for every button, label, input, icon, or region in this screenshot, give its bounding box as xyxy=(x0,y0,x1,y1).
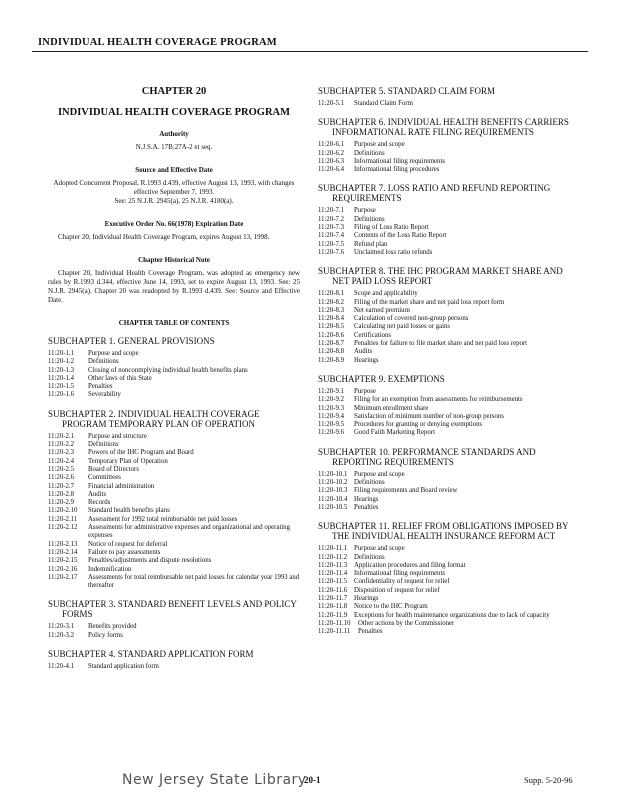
toc-entry xyxy=(48,358,300,366)
toc-entry xyxy=(48,541,300,549)
section-title: Notice of request for deferral xyxy=(88,540,168,548)
toc-entry xyxy=(48,483,300,491)
section-title: Penalties for failure to file market share and net paid loss report xyxy=(354,340,528,348)
section-title: Application procedures and filing format xyxy=(354,561,466,569)
section-title: Records xyxy=(88,499,111,507)
toc-entry xyxy=(318,166,576,174)
section-title: Definitions xyxy=(88,358,119,366)
section-number: 11:20-7.1 xyxy=(318,207,344,215)
toc-entry xyxy=(318,612,576,620)
section-number: 11:20-2.5 xyxy=(48,465,74,473)
section-number: 11:20-2.11 xyxy=(48,515,78,523)
toc-entry xyxy=(48,458,300,466)
subchapter-heading: SUBCHAPTER 6. INDIVIDUAL HEALTH BENEFITS CARRIERS INFORMATIONAL RATE FILING REQUIREMENTS xyxy=(318,117,569,138)
section-title: Exceptions for health maintenance organizations due to lack of capacity xyxy=(354,611,550,619)
toc-entry xyxy=(318,587,576,595)
section-number: 11:20-2.13 xyxy=(48,540,78,548)
section-title: Net earned premium xyxy=(354,306,410,314)
toc-entry xyxy=(48,375,300,383)
section-number: 11:20-2.1 xyxy=(48,432,74,440)
toc-entry xyxy=(48,574,300,591)
section-title: Certifications xyxy=(354,331,391,339)
section-title: Penalties xyxy=(354,503,379,511)
section-title: Scope and applicability xyxy=(354,290,418,298)
toc-entry xyxy=(48,557,300,565)
authority-text: N.J.S.A. 17B:27A-2 et seq. xyxy=(135,143,213,151)
historical-note-heading: Chapter Historical Note xyxy=(138,256,210,264)
section-number: 11:20-11.4 xyxy=(318,570,348,578)
section-number: 11:20-3.2 xyxy=(48,631,74,639)
exec-order-text: Chapter 20, Individual Health Coverage Program, expires August 13, 1998. xyxy=(58,233,270,241)
source-heading: Source and Effective Date xyxy=(135,166,213,174)
section-number: 11:20-2.17 xyxy=(48,573,78,581)
toc-entry xyxy=(318,545,576,553)
toc-entry xyxy=(318,357,576,365)
section-title: Hearings xyxy=(354,594,379,602)
chapter-number: CHAPTER 20 xyxy=(141,86,207,97)
section-title: Satisfaction of minimum number of non-group persons xyxy=(354,412,504,420)
section-number: 11:20-2.3 xyxy=(48,449,74,457)
toc-entry xyxy=(318,388,576,396)
toc-entry xyxy=(318,471,576,479)
section-title: Penalties xyxy=(88,383,113,391)
section-number: 11:20-11.2 xyxy=(318,553,348,561)
toc-entry xyxy=(48,623,300,631)
section-number: 11:20-7.5 xyxy=(318,240,344,248)
section-title: Penalties/adjustments and dispute resolutions xyxy=(88,557,212,565)
toc-entry xyxy=(318,141,576,149)
header-rule xyxy=(32,51,588,52)
section-number: 11:20-8.5 xyxy=(318,323,344,331)
section-number: 11:20-5.1 xyxy=(318,100,344,107)
section-title: Policy forms xyxy=(88,631,123,639)
section-title: Other actions by the Commissioner xyxy=(358,619,455,627)
section-title: Failure to pay assessments xyxy=(88,548,161,556)
toc-entry xyxy=(318,216,576,224)
exec-order-heading: Executive Order No. 66(1978) Expiration Date xyxy=(104,220,244,228)
section-title: Calculating net paid losses or gains xyxy=(354,323,451,331)
toc-entry xyxy=(48,499,300,507)
supplement-date: Supp. 5-20-96 xyxy=(524,775,573,785)
section-title: Powers of the IHC Program and Board xyxy=(88,449,194,457)
toc-entry xyxy=(318,232,576,240)
section-title: Procedures for granting or denying exemptions xyxy=(354,421,483,429)
section-title: Good Faith Marketing Report xyxy=(354,429,435,437)
section-title: Definitions xyxy=(354,479,385,487)
toc-entry xyxy=(48,549,300,557)
section-number: 11:20-6.2 xyxy=(318,149,344,157)
section-title: Assessments for administrative expenses and organizational and operating expenses xyxy=(88,524,291,540)
section-number: 11:20-10.4 xyxy=(318,495,348,503)
section-number: 11:20-2.6 xyxy=(48,474,74,482)
section-title: Purpose and scope xyxy=(88,350,139,357)
section-title: Definitions xyxy=(88,441,119,449)
toc-entry xyxy=(318,554,576,562)
section-number: 11:20-1.3 xyxy=(48,366,74,374)
section-number: 11:20-10.3 xyxy=(318,487,348,495)
toc-entry xyxy=(48,433,300,441)
toc-entry xyxy=(318,429,576,437)
toc-entry xyxy=(318,332,576,340)
section-title: Definitions xyxy=(354,215,385,223)
section-title: Calculation of covered non-group persons xyxy=(354,315,469,323)
toc-entry xyxy=(318,479,576,487)
section-number: 11:20-11.11 xyxy=(318,628,351,636)
section-title: Closing of nonconmplying individual health benefits plans xyxy=(88,366,248,374)
section-number: 11:20-6.4 xyxy=(318,166,344,174)
subchapter-heading: SUBCHAPTER 1. GENERAL PROVISIONS xyxy=(48,336,215,346)
section-title: Definitions xyxy=(354,149,385,157)
section-number: 11:20-8.6 xyxy=(318,331,344,339)
subchapter-heading: SUBCHAPTER 4. STANDARD APPLICATION FORM xyxy=(48,649,254,660)
section-number: 11:20-2.16 xyxy=(48,565,78,573)
subchapter-heading: SUBCHAPTER 2. INDIVIDUAL HEALTH COVERAGE PROGRAM TEMPORARY PLAN OF OPERATION xyxy=(48,408,260,429)
toc-entry xyxy=(318,628,576,636)
section-number: 11:20-11.1 xyxy=(318,545,348,553)
section-title: Purpose and structure xyxy=(88,432,147,440)
toc-entry xyxy=(318,241,576,249)
toc-entry xyxy=(318,307,576,315)
section-number: 11:20-6.1 xyxy=(318,141,344,149)
historical-note-text: Chapter 20, Individual Health Coverage Program, was adopted as emergency new rules by R.1993 d.344, effective June 14, 1993, set to expire August 13, 1993. See: 25 N.J.R. 2945(a). Chapter 20 was readopted by R.1993 d.439. See: Source and Effective Date. xyxy=(48,269,300,304)
section-number: 11:20-1.2 xyxy=(48,358,74,366)
toc-entry xyxy=(318,496,576,504)
section-number: 11:20-11.8 xyxy=(318,603,348,611)
section-title: Penalties xyxy=(358,628,383,636)
left-column xyxy=(48,86,300,671)
section-number: 11:20-2.2 xyxy=(48,441,74,449)
section-number: 11:20-2.4 xyxy=(48,457,74,465)
section-title: Contents of the Loss Ratio Report xyxy=(354,232,447,240)
toc-entry xyxy=(48,566,300,574)
toc-entry xyxy=(318,323,576,331)
section-title: Purpose xyxy=(354,207,376,215)
section-number: 11:20-10.2 xyxy=(318,479,348,487)
subchapter-heading: SUBCHAPTER 9. EXEMPTIONS xyxy=(318,373,445,384)
subchapter-heading: SUBCHAPTER 8. THE IHC PROGRAM MARKET SHARE AND NET PAID LOSS REPORT xyxy=(318,266,563,287)
toc-heading: CHAPTER TABLE OF CONTENTS xyxy=(118,319,230,327)
section-number: 11:20-2.10 xyxy=(48,507,78,515)
toc-entry xyxy=(318,249,576,257)
section-title: Filing of Loss Ratio Report xyxy=(354,224,429,232)
section-title: Standard Claim Form xyxy=(354,100,413,107)
source-text: Adopted Concurrent Proposal, R.1993 d.439, effective August 13, 1993, with changes effective September 7, 1993. xyxy=(53,179,295,196)
toc-entry xyxy=(48,367,300,375)
toc-entry xyxy=(48,516,300,524)
toc-entry xyxy=(318,315,576,323)
section-title: Unclaimed loss ratio refunds xyxy=(354,248,433,256)
section-title: Purpose and scope xyxy=(354,545,405,553)
section-number: 11:20-10.5 xyxy=(318,503,348,511)
toc-entry xyxy=(48,474,300,482)
section-number: 11:20-2.12 xyxy=(48,524,78,532)
section-title: Notice to the IHC Program xyxy=(354,603,428,611)
section-title: Assessment for 1992 total reimbursable net paid losses xyxy=(88,515,238,523)
section-number: 11:20-8.4 xyxy=(318,315,344,323)
subchapter-heading: SUBCHAPTER 5. STANDARD CLAIM FORM xyxy=(318,86,496,96)
section-number: 11:20-9.6 xyxy=(318,429,344,437)
toc-entry xyxy=(318,207,576,215)
section-number: 11:20-9.4 xyxy=(318,412,344,420)
toc-entry xyxy=(318,595,576,603)
toc-entry xyxy=(318,100,576,108)
subchapter-heading: SUBCHAPTER 3. STANDARD BENEFIT LEVELS AND POLICY FORMS xyxy=(48,599,297,620)
toc-entry xyxy=(318,620,576,628)
section-number: 11:20-8.3 xyxy=(318,306,344,314)
section-number: 11:20-11.7 xyxy=(318,594,348,602)
section-number: 11:20-7.3 xyxy=(318,224,344,232)
section-title: Other laws of this State xyxy=(88,374,152,382)
section-title: Filing of the market share and net paid loss report form xyxy=(354,298,505,306)
section-number: 11:20-9.1 xyxy=(318,387,344,395)
section-title: Informational filing requirements xyxy=(354,570,445,578)
section-title: Standard application form xyxy=(88,663,159,671)
section-number: 11:20-1.1 xyxy=(48,350,74,357)
toc-entry xyxy=(318,290,576,298)
section-number: 11:20-10.1 xyxy=(318,470,348,478)
running-header: INDIVIDUAL HEALTH COVERAGE PROGRAM xyxy=(38,37,277,48)
chapter-name: INDIVIDUAL HEALTH COVERAGE PROGRAM xyxy=(57,107,291,118)
toc-entry xyxy=(318,562,576,570)
section-title: Benefits provided xyxy=(88,623,137,631)
section-title: Informational filing procedures xyxy=(354,166,440,174)
section-number: 11:20-8.9 xyxy=(318,356,344,364)
subchapter-heading: SUBCHAPTER 10. PERFORMANCE STANDARDS AND REPORTING REQUIREMENTS xyxy=(318,446,536,467)
toc-entry xyxy=(318,578,576,586)
page-number: 20-1 xyxy=(304,775,321,785)
section-number: 11:20-8.7 xyxy=(318,340,344,348)
section-number: 11:20-2.9 xyxy=(48,499,74,507)
right-toc xyxy=(318,86,576,636)
toc-entry xyxy=(48,632,300,640)
toc-entry xyxy=(318,340,576,348)
subchapter-heading: SUBCHAPTER 7. LOSS RATIO AND REFUND REPORTING REQUIREMENTS xyxy=(318,183,551,204)
authority-heading: Authority xyxy=(159,130,189,138)
toc-entry xyxy=(48,449,300,457)
section-title: Minimum enrollment share xyxy=(354,404,429,412)
section-title: Purpose and scope xyxy=(354,141,405,149)
section-title: Financial administration xyxy=(88,482,155,490)
section-title: Refund plan xyxy=(354,240,388,248)
section-title: Severability xyxy=(88,391,121,399)
toc-entry xyxy=(318,150,576,158)
section-number: 11:20-11.5 xyxy=(318,578,348,586)
section-number: 11:20-9.2 xyxy=(318,396,344,404)
source-see: See: 25 N.J.R. 2945(a), 25 N.J.R. 4180(a). xyxy=(114,197,234,205)
section-number: 11:20-8.8 xyxy=(318,348,344,356)
section-title: Purpose xyxy=(354,387,376,395)
toc-entry xyxy=(48,524,300,541)
subchapter-heading: SUBCHAPTER 11. RELIEF FROM OBLIGATIONS IMPOSED BY THE INDIVIDUAL HEALTH INSURANCE REFORM ACT xyxy=(318,521,569,542)
right-column xyxy=(318,86,576,636)
section-title: Audits xyxy=(88,490,107,498)
toc-entry xyxy=(318,348,576,356)
section-title: Committees xyxy=(88,474,121,482)
section-number: 11:20-9.5 xyxy=(318,421,344,429)
section-title: Hearings xyxy=(354,495,379,503)
section-title: Filing requirements and Board review xyxy=(354,487,458,495)
toc-entry xyxy=(318,299,576,307)
toc-entry xyxy=(318,396,576,404)
toc-entry xyxy=(318,421,576,429)
toc-entry xyxy=(318,405,576,413)
section-number: 11:20-1.5 xyxy=(48,383,74,391)
section-title: Assessments for total reimbursable net paid losses for calendar year 1993 and thereafter xyxy=(88,573,300,590)
section-number: 11:20-1.6 xyxy=(48,391,74,399)
left-toc xyxy=(48,336,300,671)
section-number: 11:20-8.1 xyxy=(318,290,344,298)
section-number: 11:20-3.1 xyxy=(48,623,74,631)
section-title: Definitions xyxy=(354,553,385,561)
section-title: Audits xyxy=(354,348,373,356)
toc-entry xyxy=(48,491,300,499)
section-number: 11:20-4.1 xyxy=(48,663,74,671)
section-title: Standard health benefits plans xyxy=(88,507,170,515)
section-number: 11:20-2.7 xyxy=(48,482,74,490)
section-number: 11:20-9.3 xyxy=(318,404,344,412)
toc-entry xyxy=(48,350,300,358)
toc-entry xyxy=(48,441,300,449)
section-number: 11:20-11.9 xyxy=(318,611,348,619)
section-number: 11:20-1.4 xyxy=(48,374,74,382)
section-number: 11:20-11.6 xyxy=(318,586,348,594)
section-number: 11:20-7.6 xyxy=(318,248,344,256)
library-watermark: New Jersey State Library xyxy=(122,772,307,788)
toc-entry xyxy=(318,487,576,495)
section-title: Informational filing requirements xyxy=(354,157,445,165)
section-number: 11:20-2.8 xyxy=(48,490,74,498)
section-title: Board of Directors xyxy=(88,465,139,473)
toc-entry xyxy=(48,391,300,399)
section-title: Filing for an exemption from assessments for reimbursements xyxy=(354,396,523,404)
section-number: 11:20-2.15 xyxy=(48,557,78,565)
section-number: 11:20-11.10 xyxy=(318,619,351,627)
section-number: 11:20-7.4 xyxy=(318,232,344,240)
section-number: 11:20-7.2 xyxy=(318,215,344,223)
section-title: Disposition of request for relief xyxy=(354,586,440,594)
toc-entry xyxy=(318,570,576,578)
section-title: Indemnification xyxy=(88,565,132,573)
toc-entry xyxy=(318,158,576,166)
toc-entry xyxy=(48,383,300,391)
toc-entry xyxy=(318,603,576,611)
toc-entry xyxy=(48,507,300,515)
section-title: Purpose and scope xyxy=(354,470,405,478)
section-title: Hearings xyxy=(354,356,379,364)
section-number: 11:20-11.3 xyxy=(318,561,348,569)
section-number: 11:20-6.3 xyxy=(318,157,344,165)
toc-entry xyxy=(318,224,576,232)
section-number: 11:20-8.2 xyxy=(318,298,344,306)
toc-entry xyxy=(318,413,576,421)
toc-entry xyxy=(48,466,300,474)
section-title: Confidentiality of request for relief xyxy=(354,578,450,586)
toc-entry xyxy=(48,663,300,671)
section-title: Temporary Plan of Operation xyxy=(88,457,168,465)
toc-entry xyxy=(318,504,576,512)
section-number: 11:20-2.14 xyxy=(48,548,78,556)
